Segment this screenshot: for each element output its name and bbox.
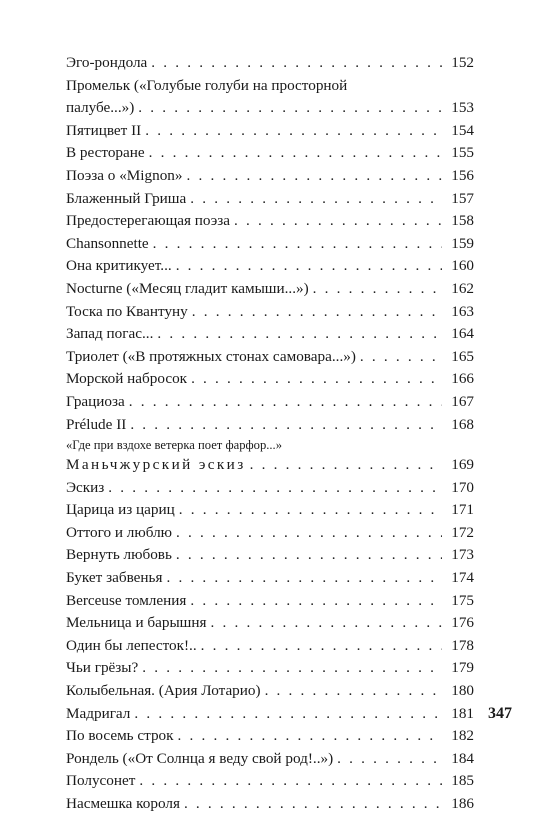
toc-entry [66,703,474,726]
entry-page: 175 [451,591,474,609]
entry-title: Nocturne («Месяц гладит камыши...») [66,279,309,297]
entry-page: 181 [451,704,474,722]
entry-page: 178 [451,636,474,654]
entry-page: 165 [451,347,474,365]
entry-title: Царица из цариц [66,501,175,519]
entry-page: 168 [451,415,474,433]
entry-page: 156 [451,166,474,184]
entry-page: 162 [451,279,474,297]
leader-dots [337,748,442,771]
toc-entry [66,120,474,143]
entry-page: 164 [451,325,474,343]
toc-entry [66,657,474,680]
entry-page: 166 [451,370,474,388]
entry-title: Морской набросок [66,370,188,388]
entry-title: В ресторане [66,144,145,162]
entry-page: 153 [451,99,474,117]
toc-entry [66,210,474,233]
toc-entry [66,793,474,816]
toc-entry [66,188,474,211]
toc-entry [66,522,474,545]
entry-title: Эскиз [66,478,105,496]
entry-title: Поэза о «Mignon» [66,166,183,184]
entry-page: 174 [451,569,474,587]
toc-entry [66,499,474,522]
entry-page: 154 [451,121,474,139]
entry-title: Мадригал [66,704,131,722]
entry-title: Предостерегающая поэза [66,212,230,230]
entry-page: 167 [451,392,474,410]
leader-dots [186,165,442,188]
entry-title: Berceuse томления [66,591,187,609]
entry-title: Грациоза [66,392,125,410]
leader-dots [179,499,442,522]
entry-page: 171 [451,501,474,519]
entry-title: Мельница и барышня [66,614,207,632]
entry-page: 179 [451,659,474,677]
toc-entry [66,590,474,613]
toc-entry [66,278,474,301]
entry-title: Запад погас... [66,325,154,343]
entry-title: Один бы лепесток!.. [66,636,197,654]
leader-dots [134,703,442,726]
entry-page: 169 [451,456,474,474]
entry-page: 159 [451,234,474,252]
entry-page: 160 [451,257,474,275]
leader-dots [129,391,442,414]
leader-dots [201,635,442,658]
entry-page: 170 [451,478,474,496]
leader-dots [178,725,442,748]
toc-entry [66,770,474,793]
entry-title: Маньчжурский эскиз [66,456,246,474]
toc-entry [66,748,474,771]
leader-dots [166,567,442,590]
entry-page: 186 [451,795,474,812]
entry-title: Chansonnette [66,234,149,252]
leader-dots [360,346,442,369]
entry-title-line1: Промельк («Голубые голуби на просторной [66,76,348,94]
entry-page: 152 [451,54,474,71]
leader-dots [149,142,442,165]
toc-entry [66,142,474,165]
toc-entry [66,255,474,278]
leader-dots [145,120,442,143]
leader-dots [176,255,442,278]
toc-entry [66,567,474,590]
entry-title: Чьи грёзы? [66,659,139,677]
entry-title: Букет забвенья [66,569,163,587]
toc-entry [66,477,474,500]
leader-dots [157,323,442,346]
leader-dots [139,770,442,793]
toc-entry [66,725,474,748]
entry-title: Насмешка короля [66,795,180,812]
entry-title: Пятицвет II [66,121,142,139]
leader-dots [265,680,442,703]
leader-dots [176,544,442,567]
entry-page: 176 [451,614,474,632]
entry-page: 172 [451,523,474,541]
toc-entry [66,414,474,437]
entry-title: Блаженный Гриша [66,189,187,207]
leader-dots [313,278,442,301]
leader-dots [153,233,442,256]
entry-title: Эго-рондола [66,54,148,71]
toc-entry [66,301,474,324]
leader-dots [142,657,442,680]
entry-page: 173 [451,546,474,564]
leader-dots [234,210,442,233]
leader-dots [190,590,442,613]
entry-page: 163 [451,302,474,320]
entry-page: 157 [451,189,474,207]
leader-dots [190,188,442,211]
toc-entry [66,323,474,346]
toc-entry [66,680,474,703]
entry-title: Она критикует... [66,257,172,275]
entry-title: Колыбельная. (Ария Лотарио) [66,682,261,700]
toc-entry [66,544,474,567]
entry-title: Тоска по Квантуну [66,302,188,320]
leader-dots [108,477,442,500]
toc-entry [66,612,474,635]
entry-epigraph: «Где при вздохе ветерка поет фарфор...» [66,438,282,453]
entry-title: Рондель («От Солнца я веду свой род!..») [66,749,334,767]
leader-dots [130,414,442,437]
leader-dots [192,301,442,324]
toc-entry [66,391,474,414]
entry-title: палубе...») [66,99,135,117]
entry-title: Prélude II [66,415,127,433]
toc-entry [66,233,474,256]
entry-title: Триолет («В протяжных стонах самовара...») [66,347,356,365]
entry-title: Полусонет [66,772,136,790]
entry-page: 155 [451,144,474,162]
page-number: 347 [488,705,512,722]
table-of-contents [66,52,474,816]
toc-entry [66,454,474,477]
leader-dots [191,368,442,391]
entry-page: 158 [451,212,474,230]
toc-entry [66,165,474,188]
entry-page: 184 [451,749,474,767]
entry-title: Оттого и люблю [66,523,173,541]
toc-entry [66,635,474,658]
entry-page: 180 [451,682,474,700]
entry-page: 182 [451,727,474,745]
toc-entry [66,346,474,369]
leader-dots [138,97,442,120]
leader-dots [176,522,442,545]
leader-dots [250,454,442,477]
entry-title: Вернуть любовь [66,546,172,564]
toc-entry [66,52,474,75]
toc-entry [66,368,474,391]
leader-dots [184,793,442,816]
leader-dots [151,52,442,75]
entry-page: 185 [451,772,474,790]
toc-entry [66,97,474,120]
leader-dots [210,612,442,635]
entry-title: По восемь строк [66,727,174,745]
